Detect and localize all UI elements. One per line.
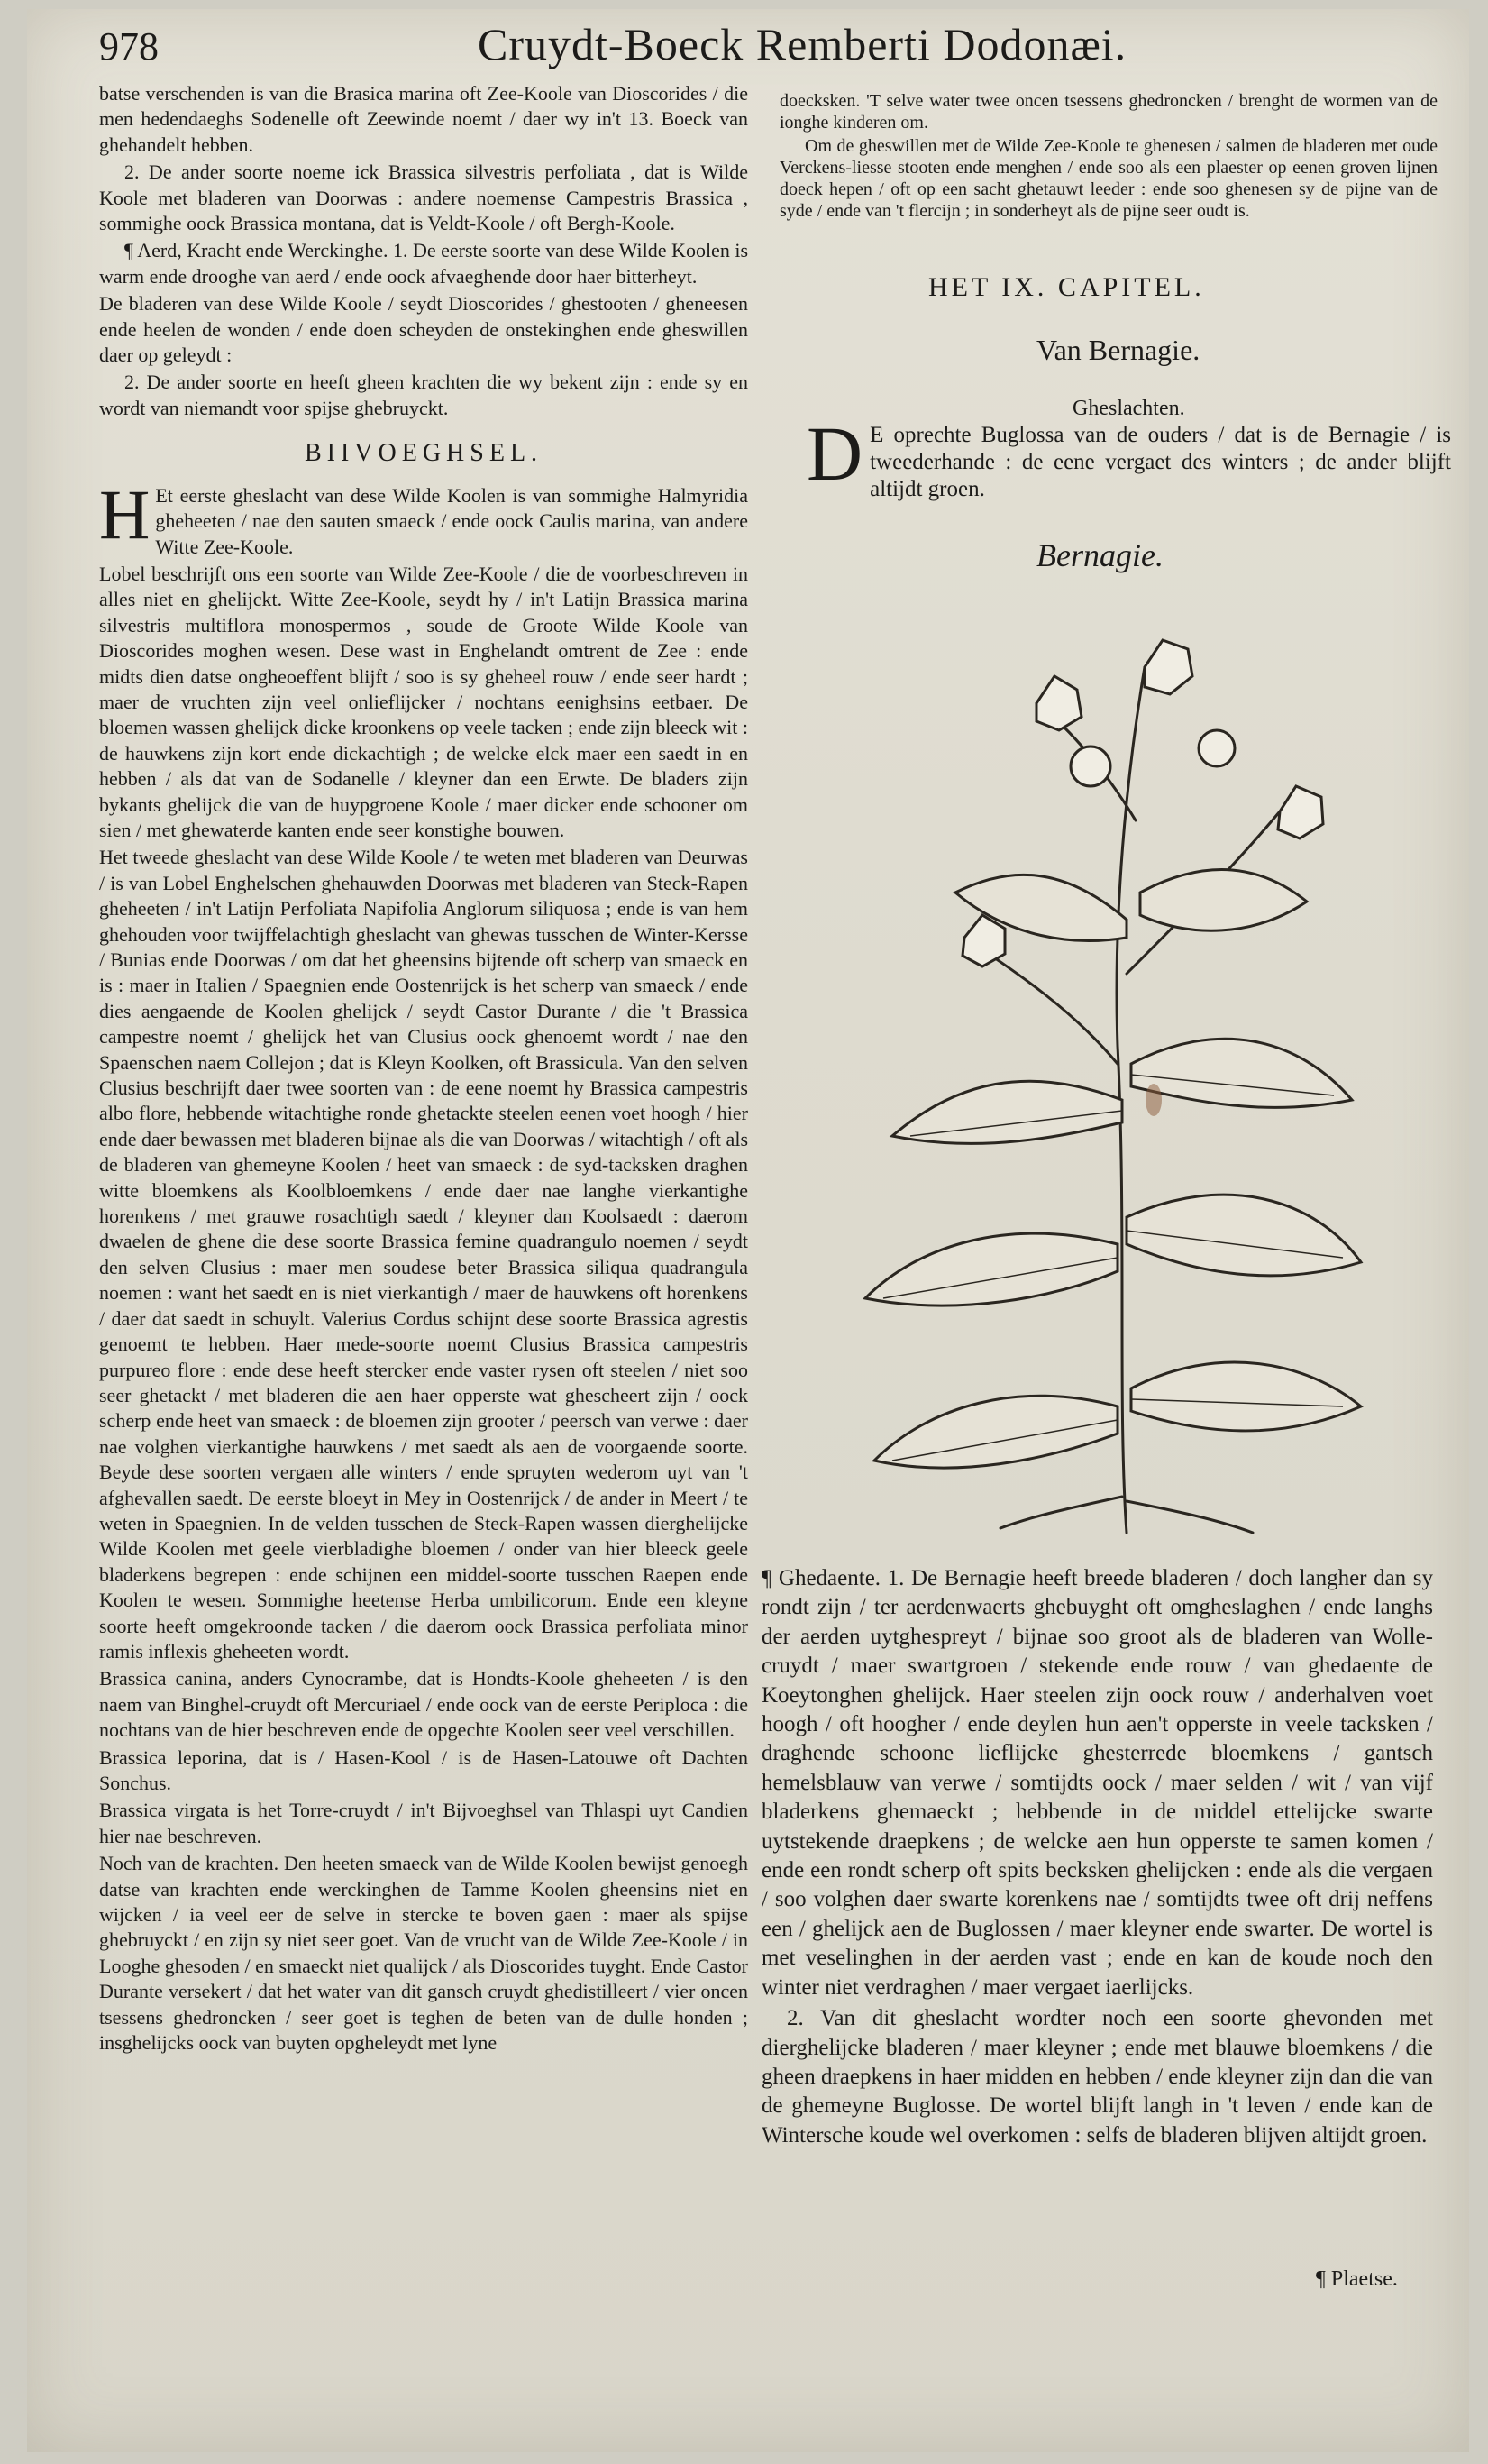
right-top-paragraph-1: doecksken. 'T selve water twee oncen tsessens ghedroncken / brenght de wormen van de ionghe kinderen om. xyxy=(780,91,1438,133)
left-column xyxy=(99,81,748,2057)
right-top-column xyxy=(780,90,1438,224)
chapter-intro: D E oprechte Buglossa van de ouders / dat is de Bernagie / is tweederhande : de eene vergaet des winters ; de ander blijft altijdt groen. xyxy=(807,410,1451,501)
left-paragraph-3: ¶ Aerd, Kracht ende Werckinghe. 1. De eerste soorte van dese Wilde Koolen is warm ende drooghe van aerd / ende oock afvaeghende door haer bitterheyt. xyxy=(99,239,748,288)
page-number: 978 xyxy=(99,24,159,69)
drop-cap-d: D xyxy=(807,410,863,497)
borage-woodcut-illustration xyxy=(856,595,1379,1551)
running-title: Cruydt-Boeck Remberti Dodonæi. xyxy=(478,19,1127,69)
left-paragraph-7: Lobel beschrijft ons een soorte van Wilde Zee-Koole / die de voorbeschreven in alles niet en ghelijckt. Witte Zee-Koole, seydt hy / in't Latijn Brassica marina silvestris multiflora monospermos , soude de Groote Wilde Koole van Dioscorides moghen wesen. Dese wast in Enghelandt omtrent de Zee : ende midts dien datse ongheoeffent blijft / soo is sy gheheel rouw / ende seer hardt ; maer de vruchten zijn veel onlieflijcker / nochtans eenighsins eetbaer. De bloemen wassen ghelijck dicke kroonkens op veele tacken ; ende zijn bleeck wit : de hauwkens zijn kort ende dickachtigh ; de welcke elck maer een saedt in en hebben / als dat van de Sodanelle / kleyner dan een Erwte. De bladers zijn bykants ghelijck die van de huypgroene Koole / maer dicker ende schooner om sien / met ghewaterde kanten ende seer konstighe bouwen. xyxy=(99,562,748,841)
left-paragraph-1: batse verschenden is van die Brasica marina oft Zee-Koole van Dioscorides / die men hedendaeghs Sodenelle oft Zeewinde noemt / daer wy in't 13. Boeck van ghehandelt hebben. xyxy=(99,82,748,156)
subsection-gheslachten: Gheslachten. xyxy=(1073,397,1185,420)
left-paragraph-8: Het tweede gheslacht van dese Wilde Koole / te weten met bladeren van Deurwas / is van Lobel Enghelschen ghehauwden Doorwas met bladeren van Steck-Rapen gheheeten / in't Latijn Perfoliata Napifolia Anglorum siliquosa ; ende is van hem ghehouden voor twijffelachtigh gheslacht van ghewas tusschen de Winter-Kersse / Bunias ende Doorwas / om dat het gheensins bijtende oft scherp van smaeck en is : maer in Italien / Spaegnien ende Oostenrijck is het scherp van smaeck / ende dies aengaende de Koolen ghelijck / seydt Castor Durante / die 't Brassica campestre noemt / ghelijck het van Clusius oock ghenoemt wordt / nae den Spaenschen naem Collejon ; dat is Kleyn Koolken, oft Brassicula. Van den selven Clusius beschrijft daer twee soorten van : de eene noemt hy Brassica campestris albo flore, hebbende witachtighe ronde ghetackte steelen eenen voet hoogh / hier ende daer bewassen met bladeren bijnae als die van Doorwas / witachtigh / oft als de bladeren van ghemeyne Koolen / heet van smaeck : de syd-tacksken draghen witte bloemkens als Koolbloemkens / ende daer nae langhe vierkantighe horenkens / met grauwe rosachtigh saedt / kleyner dan Koolsaedt : daerom dwaelen de ghene die dese soorte Brassica femine quadrangulo noemen / seydt den selven Clusius : maer men soudese beter Brassica siliqua quadrangula noemen : want het saedt en is niet vierkantigh / maer de hauwkens oft horenkens / daer dat saedt in schuylt. Valerius Cordus schijnt dese soorte Brassica agrestis genoemt te hebben. Haer mede-soorte noemt Clusius Brassica campestris purpureo flore : ende dese heeft stercker ende vaster rysen oft steelen / niet soo seer ghetackt / met bladeren die aen haer opperste wat ghescheert zijn / oock scherp ende heet van smaeck : de bloemen zijn grooter / peersch van verwe : daer nae volghen vierkantighe hauwkens / met saedt als aen de voorgaende soorte. Beyde dese soorten vergaen alle winters / ende spruyten wederom uyt van 't afghevallen saedt. De eerste bloeyt in Mey in Oostenrijck / de ander in Meert / te weten in Spaegnien. In de velden tusschen de Steck-Rapen wassen dierghelijcke Wilde Koolen met geele vierbladighe bloemen / onder van hier bleeck geele bladerkens begrepen : ende schijnen een middel-soorte tusschen Raepen ende Koolen te wesen. Sommighe heetense Herba umbilicorum. Ende een kleyne soorte heeft omgekroonde tacken / die daerom oock Brassica perfoliata minor ramis inflexis gheheeten wordt. xyxy=(99,846,748,1663)
catchword: ¶ Plaetse. xyxy=(1316,2267,1398,2291)
chapter-title: HET IX. CAPITEL. xyxy=(928,272,1205,302)
right-top-paragraph-2: Om de gheswillen met de Wilde Zee-Koole te ghenesen / salmen de bladeren met oude Verckens-liesse stooten ende menghen / ende soo als een plaester op eenen groven lijnen doeck hepen / oft op een sacht ghetauwt leeder : ende soo ghenesen sy de pijne van de syde / ende van 't flercijn ; in sonderheyt als de pijne seer oudt is. xyxy=(780,136,1438,221)
left-paragraph-2: 2. De ander soorte noeme ick Brassica silvestris perfoliata , dat is Wilde Koole met bladeren van Doorwas : andere noemense Campestris Brassica , sommighe oock Brassica montana, dat is Veldt-Koole / oft Bergh-Koole. xyxy=(99,160,748,235)
right-bottom-paragraph-1: ¶ Ghedaente. 1. De Bernagie heeft breede bladeren / doch langher dan sy rondt zijn / ter aerdenwaerts ghebuyght oft omgheslaghen / ende langhs der aerden uytghespreyt / bijnae soo groot als de bladeren van Wolle-cruydt / maer swartgroen / stekende ende rouw / van ghedaente de Koeytonghen ghelijck. Haer steelen zijn oock rouw / anderhalven voet hoogh / oft hoogher / ende deylen hun aen't opperste in veele tacksken / draghende schoone lieflijcke ghesterrede bloemkens / gantsch hemelsblauw van verwe / somtijdts oock / maer selden / wit / van vijf bladerkens ghemaeckt ; hebbende in de middel ettelijcke swarte uytstekende draepkens ; de welcke aen hun opperste te samen komen / ende een rondt scherp oft spits becksken ghelijcken : ende als die vergaen / soo volghen daer swarte korenkens nae / somtijdts twee oft drij neffens een / ghelijck aen de Buglossen / maer kleyner ende swarter. De wortel is met veselinghen in der aerden vast ; ende en kan de koude noch den winter niet verdraghen / maer vergaet iaerlijcks. xyxy=(762,1566,1433,2000)
drop-cap-h: H xyxy=(99,474,151,554)
plate-caption: Bernagie. xyxy=(1036,537,1164,573)
page-header xyxy=(27,16,1469,70)
chapter-subtitle: Van Bernagie. xyxy=(1036,334,1200,366)
left-paragraph-10: Brassica leporina, dat is / Hasen-Kool / is de Hasen-Latouwe oft Dachten Sonchus. xyxy=(99,1745,748,1794)
left-paragraph-6: H Et eerste gheslacht van dese Wilde Koolen is van sommighe Halmyridia gheheeten / nae den sauten smaeck / ende oock Caulis marina, van andere Witte Zee-Koole. xyxy=(99,474,748,558)
right-bottom-paragraph-2: 2. Van dit gheslacht wordter noch een soorte ghevonden met dierghelijcke bladeren / maer kleyner ; ende met blauwe bloemkens / die gheen draepkens in haer midden en hebben / ende kleyner zijn dan die van de ghemeyne Buglosse. De wortel blijft langh in 't leven / ende kan de Wintersche koude wel overkomen : selfs de bladeren blijven altijdt groen. xyxy=(762,2006,1433,2148)
right-bottom-column xyxy=(762,1564,1433,2152)
left-paragraph-4: De bladeren van dese Wilde Koole / seydt Dioscorides / ghestooten / gheneesen ende heelen de wonden / ende doen scheyden de onstekinghen ende gheswillen daer op geleydt : xyxy=(99,292,748,367)
left-paragraph-11: Brassica virgata is het Torre-cruydt / in't Bijvoeghsel van Thlaspi uyt Candien hier nae beschreven. xyxy=(99,1799,748,1847)
left-paragraph-5: 2. De ander soorte en heeft gheen krachten die wy bekent zijn : ende sy en wordt van niemandt voor spijse ghebruyckt. xyxy=(99,371,748,419)
left-paragraph-12: Noch van de krachten. Den heeten smaeck van de Wilde Koolen bewijst genoegh datse van krachten ende werckinghen de Tamme Koolen gheensins niet en wijcken / ia veel eer de selve in stercke te boven gaen : maer als spijse ghebruyckt / en zijn sy niet seer goet. Van de vrucht van de Wilde Zee-Koole / in Looghe ghesoden / en smaeckt niet qualijck / als Dioscorides tuyght. Ende Castor Durante versekert / dat het water van dit gansch cruydt ghedistilleert / vier oncen tsessens ghedroncken / seer goet is teghen de beten van de dulle honden ; insghelijcks oock van buyten opgheleydt met lyne xyxy=(99,1852,748,2055)
left-paragraph-9: Brassica canina, anders Cynocrambe, dat is Hondts-Koole gheheeten / is den naem van Binghel-cruydt oft Mercuriael / ende oock van de eerste Periploca : die nochtans van de hier beschreven ende de opgechte Koolen seer veel verschillen. xyxy=(99,1667,748,1742)
section-heading-bijvoeghsel: BIIVOEGHSEL. xyxy=(304,439,543,468)
book-page xyxy=(27,9,1469,2452)
